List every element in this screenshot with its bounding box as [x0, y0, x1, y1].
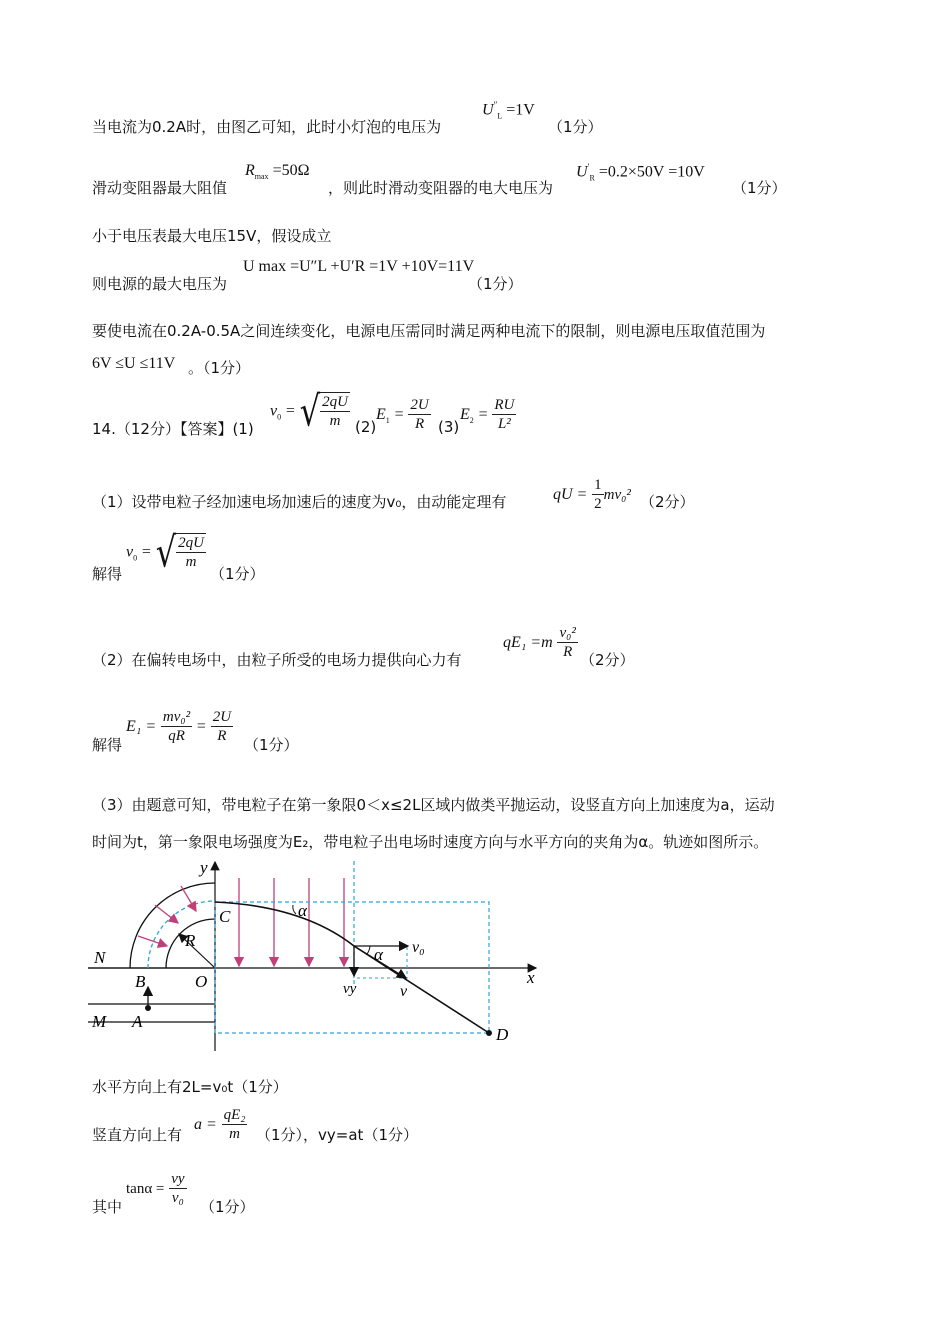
eq-ur: $U'_R =0.2\times 50V =10V$	[576, 162, 705, 183]
line-9-text: 解得	[92, 565, 123, 583]
eq-ul: $U''_L =1V$	[482, 100, 535, 121]
eq-range: 6V ≤U ≤11V	[92, 355, 176, 372]
eq-accel: a = $\frac{\text{qE₂}}{m}$	[194, 1107, 246, 1142]
score-4: （1分）	[468, 275, 523, 293]
eq-umax: U max =U″L +U′R =1V +10V=11V	[243, 258, 475, 275]
label-r: R	[185, 931, 196, 950]
eq-e1-result: E₁ = $\frac{\text{mv₀²}}{qR}$ = $\frac{2U}{R}$	[126, 709, 232, 744]
label-n: N	[94, 948, 106, 967]
line-14: 水平方向上有2L=v₀t（1分）	[92, 1078, 288, 1096]
score-11: （1分）	[244, 736, 299, 754]
answer-e1: $E_1$ = $\frac{2U}{R}$	[376, 397, 429, 432]
answer-p3: (3)	[438, 418, 460, 436]
line-15-after: （1分），vy=at（1分）	[256, 1126, 418, 1144]
eq-tan: tanα = $\frac{vy}{\text{v₀}}$	[126, 1171, 185, 1206]
line-11-text: 解得	[92, 736, 123, 754]
answer-v0: $v_0$ = √ $\frac{2qU}{m}$	[270, 386, 348, 436]
line-16-text: 其中	[92, 1198, 123, 1216]
label-c: C	[219, 907, 231, 926]
line-1-text: 当电流为0.2A时，由图乙可知，此时小灯泡的电压为	[92, 118, 442, 136]
label-alpha-1: α	[298, 901, 307, 920]
line-2-mid: ，则此时滑动变阻器的电大电压为	[328, 179, 554, 197]
answer-p2: (2)	[355, 418, 377, 436]
score-2: （1分）	[732, 179, 787, 197]
point-a	[145, 1005, 151, 1011]
line-6-after: 。（1分）	[188, 359, 251, 377]
label-vy: vy	[343, 981, 357, 997]
label-v: v	[400, 983, 408, 1000]
answer-e2: $E_2$ = $\frac{RU}{\text{L²}}$	[460, 397, 515, 432]
line-5: 要使电流在0.2A-0.5A之间连续变化，电源电压需同时满足两种电流下的限制，则电源电压取值范围为	[92, 322, 766, 340]
line-3: 小于电压表最大电压15V，假设成立	[92, 227, 332, 245]
line-2-text: 滑动变阻器最大阻值	[92, 179, 228, 197]
label-x: x	[527, 968, 535, 987]
line-1	[92, 116, 441, 137]
label-a: A	[132, 1012, 143, 1031]
score-8: （2分）	[640, 493, 695, 511]
trajectory-figure	[88, 856, 548, 1056]
line-8-text: （1）设带电粒子经加速电场加速后的速度为v₀，由动能定理有	[92, 493, 507, 511]
radial-arrow-1	[181, 886, 196, 911]
label-m: M	[92, 1012, 107, 1031]
label-d: D	[496, 1025, 509, 1044]
eq-v0-result: $v_0$ = √ $\frac{2qU}{m}$	[126, 527, 204, 577]
label-alpha-2: α	[374, 945, 383, 964]
angle-arc-1	[293, 905, 296, 914]
line-13: 时间为t，第一象限电场强度为E₂，带电粒子出电场时速度方向与水平方向的夹角为α。轨迹如图所示。	[92, 833, 769, 851]
label-y: y	[200, 858, 208, 877]
score-9: （1分）	[210, 565, 265, 583]
label-v0: v₀	[412, 939, 425, 956]
angle-arc-2	[367, 946, 370, 954]
answer-head: 14.（12分）【答案】(1)	[92, 420, 254, 438]
point-d	[486, 1030, 492, 1036]
eq-energy: qU = $\frac{1}{2}$ mv₀²	[553, 477, 631, 512]
eq-centripetal: qE₁ =m $\frac{\text{v₀²}}{R}$	[503, 625, 576, 660]
label-o: O	[195, 972, 208, 991]
score-10: （2分）	[580, 651, 635, 669]
eq-rmax: $R_{max} =50\Omega$	[245, 162, 310, 182]
line-12: （3）由题意可知，带电粒子在第一象限0＜x≤2L区域内做类平抛运动，设竖直方向上加速度为a，运动	[92, 796, 775, 814]
score-1: （1分）	[548, 118, 603, 136]
line-4-text: 则电源的最大电压为	[92, 275, 228, 293]
label-b: B	[135, 972, 146, 991]
line-15-text: 竖直方向上有	[92, 1126, 183, 1144]
line-10-text: （2）在偏转电场中，由粒子所受的电场力提供向心力有	[92, 651, 462, 669]
trajectory-curve	[215, 902, 354, 946]
score-16: （1分）	[200, 1198, 255, 1216]
radial-arrow-2	[155, 905, 178, 923]
